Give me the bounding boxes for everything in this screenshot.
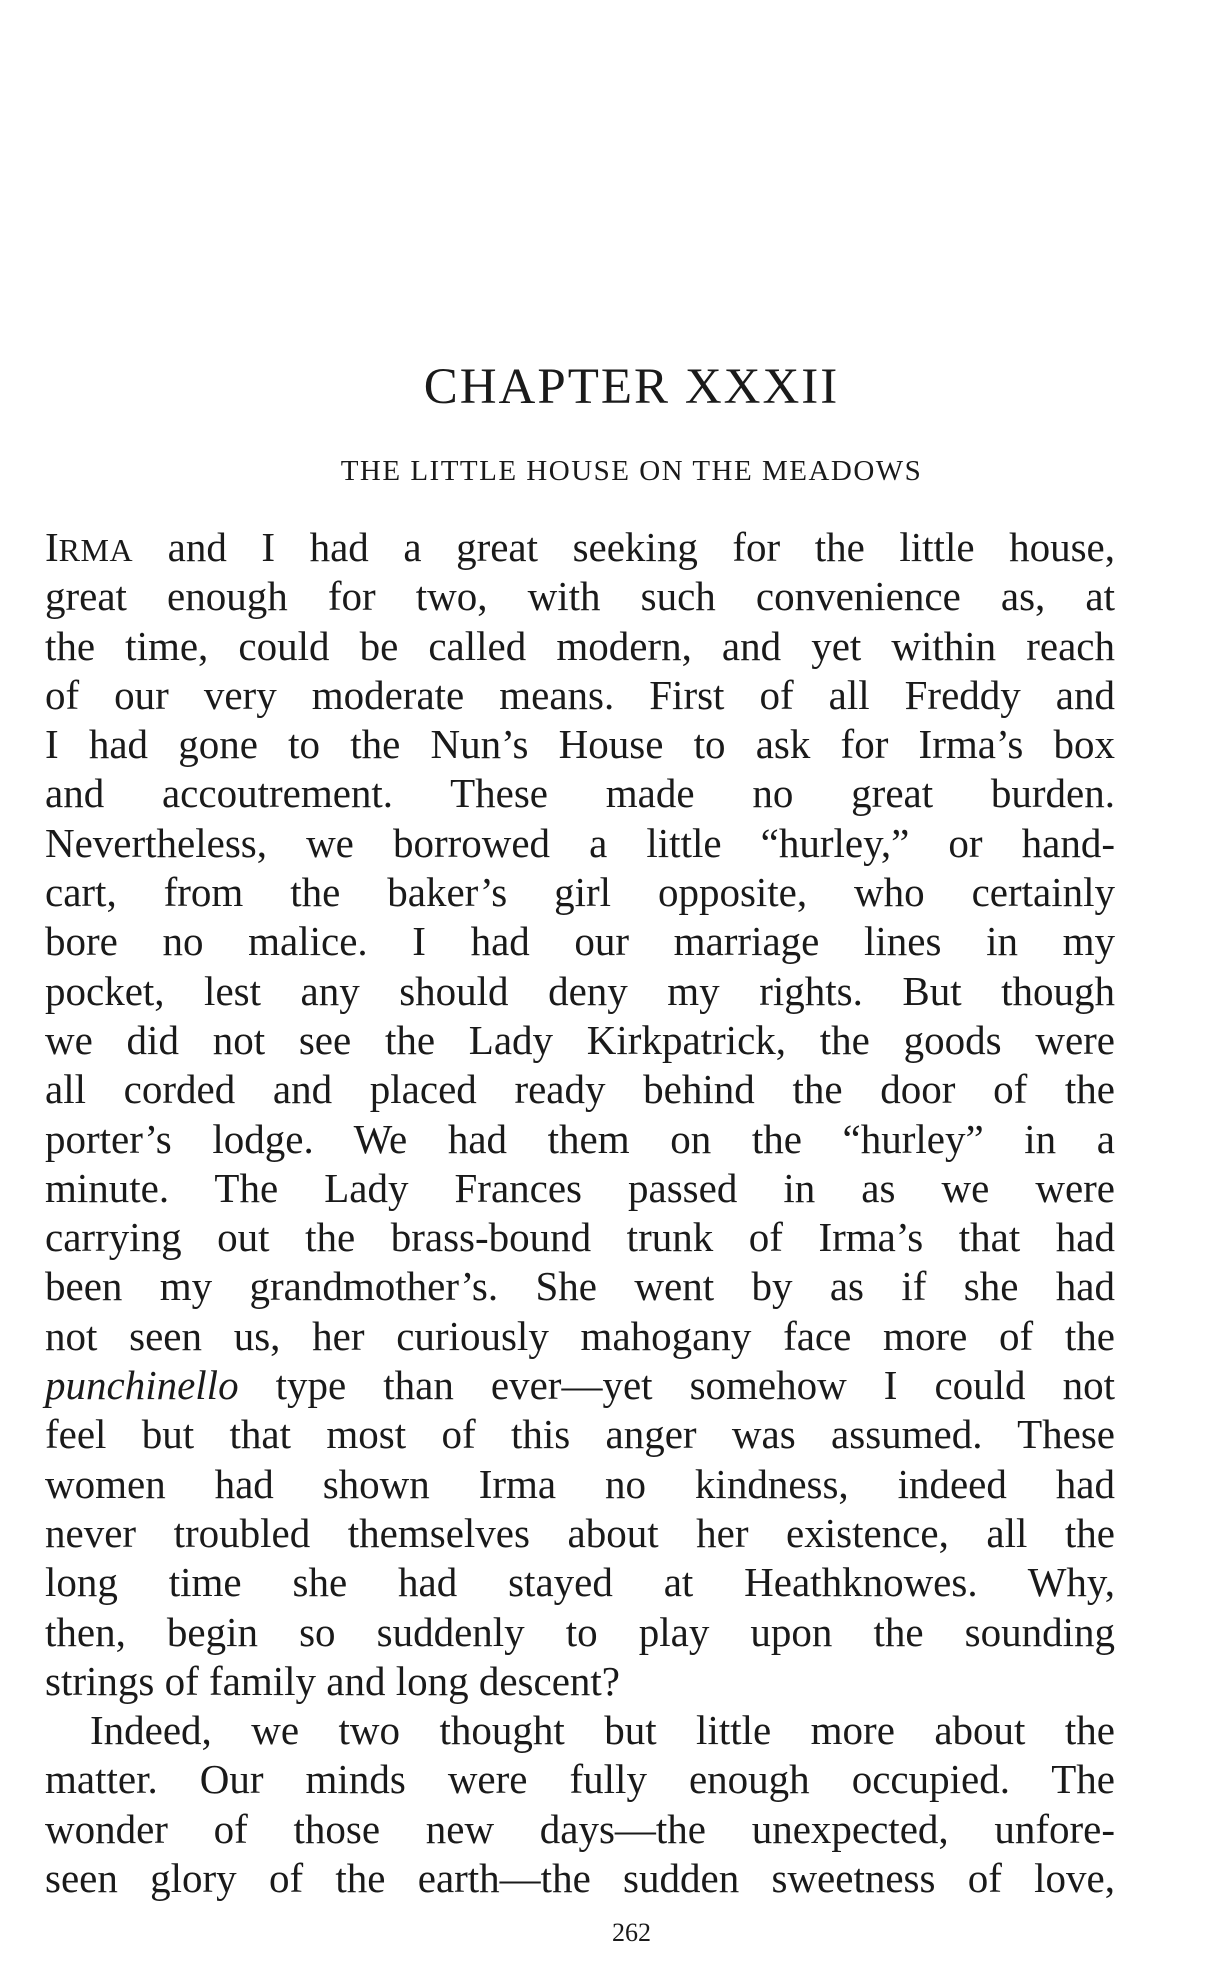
text-line (45, 523, 1115, 572)
text-line: and accoutrement. These made no great burden. (45, 770, 1115, 817)
chapter-title: CHAPTER XXXII (423, 359, 840, 415)
text-line: all corded and placed ready behind the door of the (45, 1066, 1115, 1113)
text-line: porter’s lodge. We had them on the “hurley” in a (45, 1115, 1115, 1162)
text-line: of our very moderate means. First of all Freddy and (45, 671, 1115, 718)
line-text: and I had a great seeking for the little house, (133, 524, 1115, 570)
text-line: long time she had stayed at Heathknowes. Why, (45, 1559, 1115, 1606)
text-line: strings of family and long descent? (45, 1657, 621, 1704)
chapter-subtitle: THE LITTLE HOUSE ON THE MEADOWS (340, 455, 923, 487)
text-line: Indeed, we two thought but little more about the (90, 1707, 1115, 1754)
text-line: matter. Our minds were fully enough occupied. The (45, 1756, 1115, 1803)
small-caps-initial: I (45, 524, 59, 570)
text-line: we did not see the Lady Kirkpatrick, the goods were (45, 1016, 1115, 1063)
text-line: Nevertheless, we borrowed a little “hurley,” or hand- (45, 819, 1115, 866)
text-line: pocket, lest any should deny my rights. But though (45, 967, 1115, 1014)
text-line: seen glory of the earth—the sudden sweetness of love, (45, 1855, 1115, 1902)
line-text: type than ever—yet somehow I could not (238, 1362, 1115, 1409)
text-line: carrying out the brass-bound trunk of Irma’s that had (45, 1214, 1115, 1261)
text-line: minute. The Lady Frances passed in as we were (45, 1164, 1115, 1211)
text-line: then, begin so suddenly to play upon the sounding (45, 1608, 1115, 1655)
text-line: I had gone to the Nun’s House to ask for Irma’s box (45, 721, 1115, 768)
text-line: women had shown Irma no kindness, indeed had (45, 1460, 1115, 1507)
text-line: not seen us, her curiously mahogany face more of the (45, 1312, 1115, 1359)
text-line: bore no malice. I had our marriage lines in my (45, 918, 1115, 965)
text-line: wonder of those new days—the unexpected, unfore- (45, 1805, 1115, 1852)
text-line: cart, from the baker’s girl opposite, who certainly (45, 869, 1115, 916)
text-line (45, 1361, 1115, 1410)
small-caps-rest: RMA (58, 532, 134, 568)
italic-word: punchinello (45, 1362, 239, 1409)
text-line: great enough for two, with such convenience as, at (45, 573, 1115, 620)
text-line: the time, could be called modern, and yet within reach (45, 622, 1115, 669)
text-line: been my grandmother’s. She went by as if she had (45, 1263, 1115, 1310)
text-line: never troubled themselves about her existence, all the (45, 1509, 1115, 1556)
text-line: feel but that most of this anger was assumed. These (45, 1411, 1115, 1458)
body-text (45, 523, 1115, 1903)
page-number: 262 (612, 1918, 651, 1947)
